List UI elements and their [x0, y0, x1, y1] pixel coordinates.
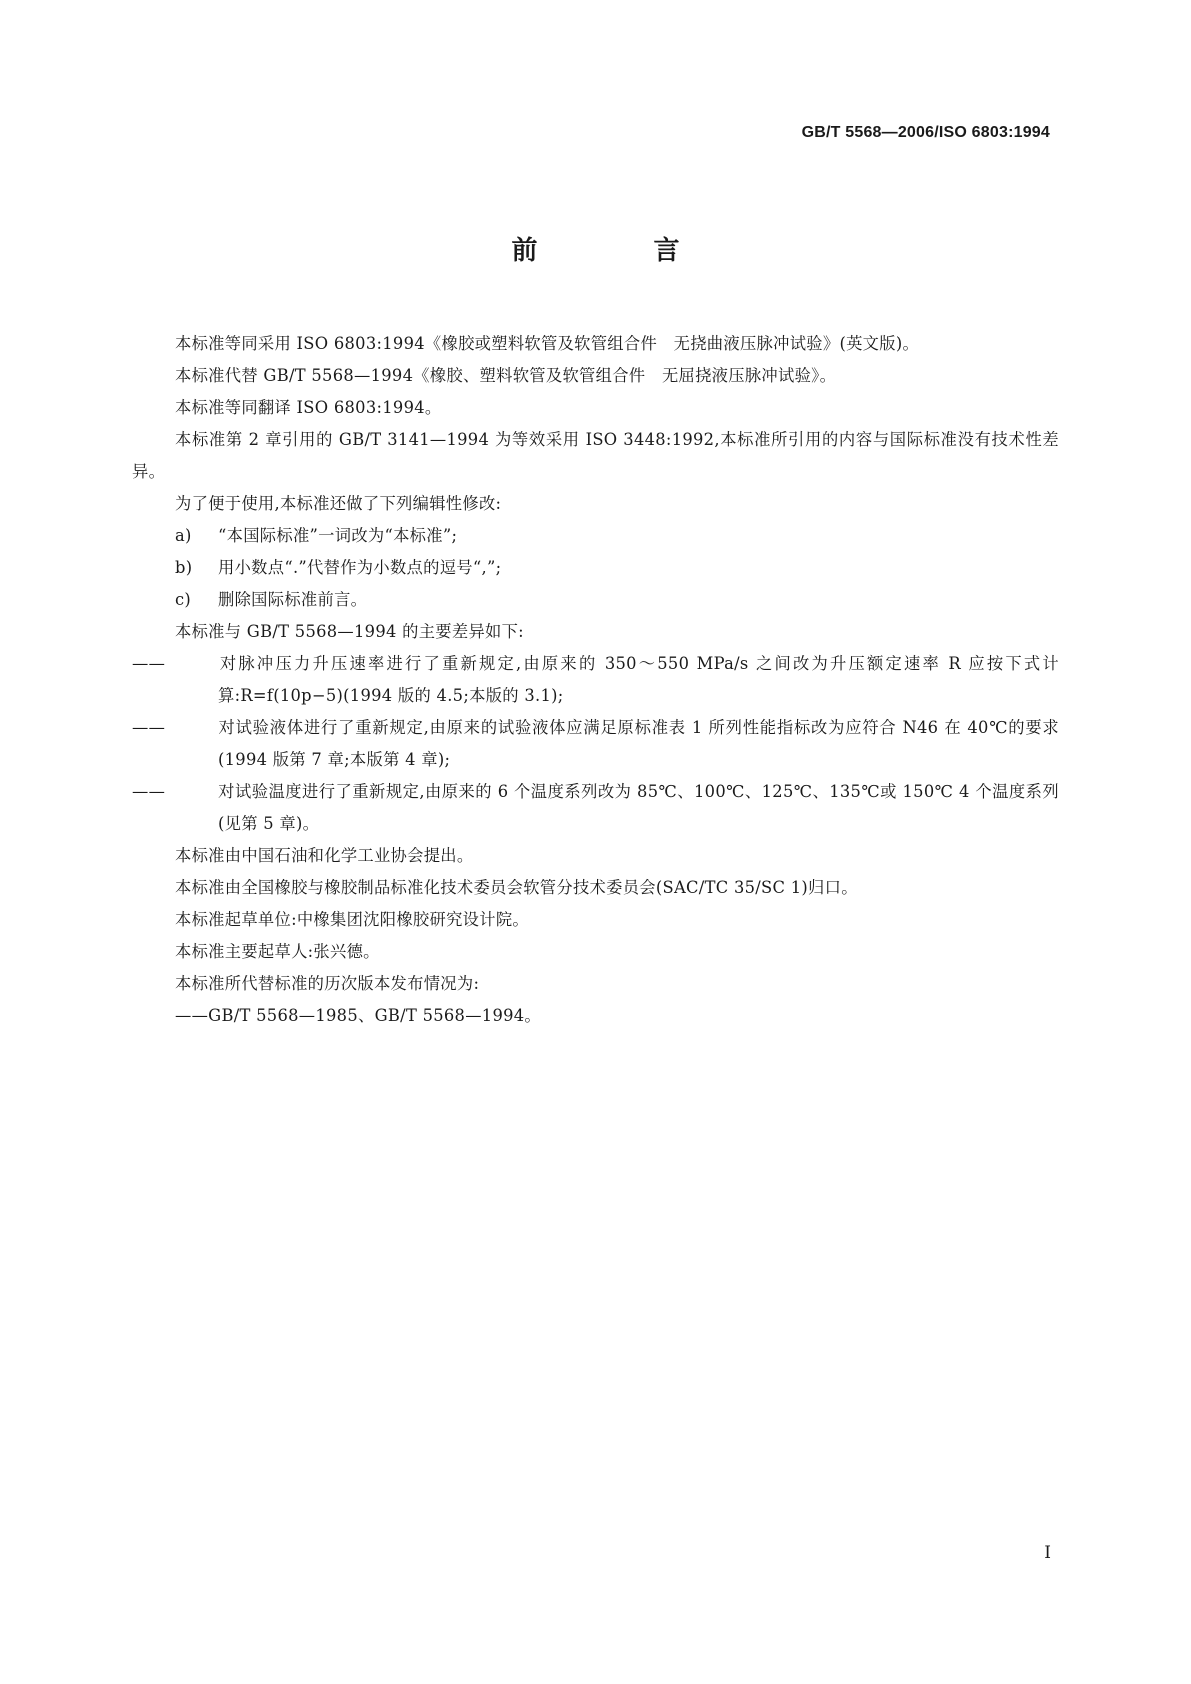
difference-text: 对试验温度进行了重新规定,由原来的 6 个温度系列改为 85℃、100℃、125℃、135℃或 150℃ 4 个温度系列(见第 5 章)。: [218, 782, 1059, 833]
list-item-text: “本国际标准”一词改为“本标准”;: [218, 526, 458, 545]
difference-item: [132, 712, 1059, 776]
paragraph-adoption: 本标准等同采用 ISO 6803:1994《橡胶或塑料软管及软管组合件 无挠曲液压脉冲试验》(英文版)。: [175, 334, 920, 353]
difference-item: [132, 648, 1059, 712]
list-item-label: b): [175, 558, 193, 577]
paragraph-drafting-unit: 本标准起草单位:中橡集团沈阳橡胶研究设计院。: [175, 910, 529, 929]
paragraph-committee: 本标准由全国橡胶与橡胶制品标准化技术委员会软管分技术委员会(SAC/TC 35/SC 1)归口。: [175, 878, 858, 897]
dash-mark: ——: [132, 718, 166, 737]
list-item: [132, 520, 1059, 552]
difference-text: 对脉冲压力升压速率进行了重新规定,由原来的 350～550 MPa/s 之间改为升压额定速率 R 应按下式计算:R=f(10p−5)(1994 版的 4.5;本版的 3.1);: [218, 654, 1059, 705]
list-item-text: 删除国际标准前言。: [218, 590, 368, 609]
list-item-label: a): [175, 526, 192, 545]
paragraph-history: ——GB/T 5568—1985、GB/T 5568—1994。: [175, 1006, 542, 1025]
paragraph-drafter: 本标准主要起草人:张兴德。: [175, 942, 380, 961]
list-item-label: c): [175, 590, 192, 609]
paragraph-replaces: 本标准代替 GB/T 5568—1994《橡胶、塑料软管及软管组合件 无屈挠液压脉冲试验》。: [175, 366, 837, 385]
list-item: [132, 584, 1059, 616]
difference-text: 对试验液体进行了重新规定,由原来的试验液体应满足原标准表 1 所列性能指标改为应符合 N46 在 40℃的要求(1994 版第 7 章;本版第 4 章);: [218, 718, 1059, 769]
page-title: 前 言: [511, 236, 725, 266]
paragraph-references: 本标准第 2 章引用的 GB/T 3141—1994 为等效采用 ISO 3448:1992,本标准所引用的内容与国际标准没有技术性差异。: [132, 430, 1059, 481]
paragraph-editorial-intro: 为了便于使用,本标准还做了下列编辑性修改:: [175, 494, 502, 513]
foreword-body: [132, 328, 1059, 1032]
paragraph-history-intro: 本标准所代替标准的历次版本发布情况为:: [175, 974, 480, 993]
list-item-text: 用小数点“.”代替作为小数点的逗号“,”;: [218, 558, 502, 577]
page-number: I: [1044, 1543, 1051, 1563]
paragraph-translation: 本标准等同翻译 ISO 6803:1994。: [175, 398, 442, 417]
dash-mark: ——: [132, 782, 166, 801]
paragraph-proposer: 本标准由中国石油和化学工业协会提出。: [175, 846, 474, 865]
list-item: [132, 552, 1059, 584]
standard-number: GB/T 5568—2006/ISO 6803:1994: [801, 124, 1050, 141]
dash-mark: ——: [132, 654, 166, 673]
paragraph-differences-intro: 本标准与 GB/T 5568—1994 的主要差异如下:: [175, 622, 524, 641]
difference-item: [132, 776, 1059, 840]
